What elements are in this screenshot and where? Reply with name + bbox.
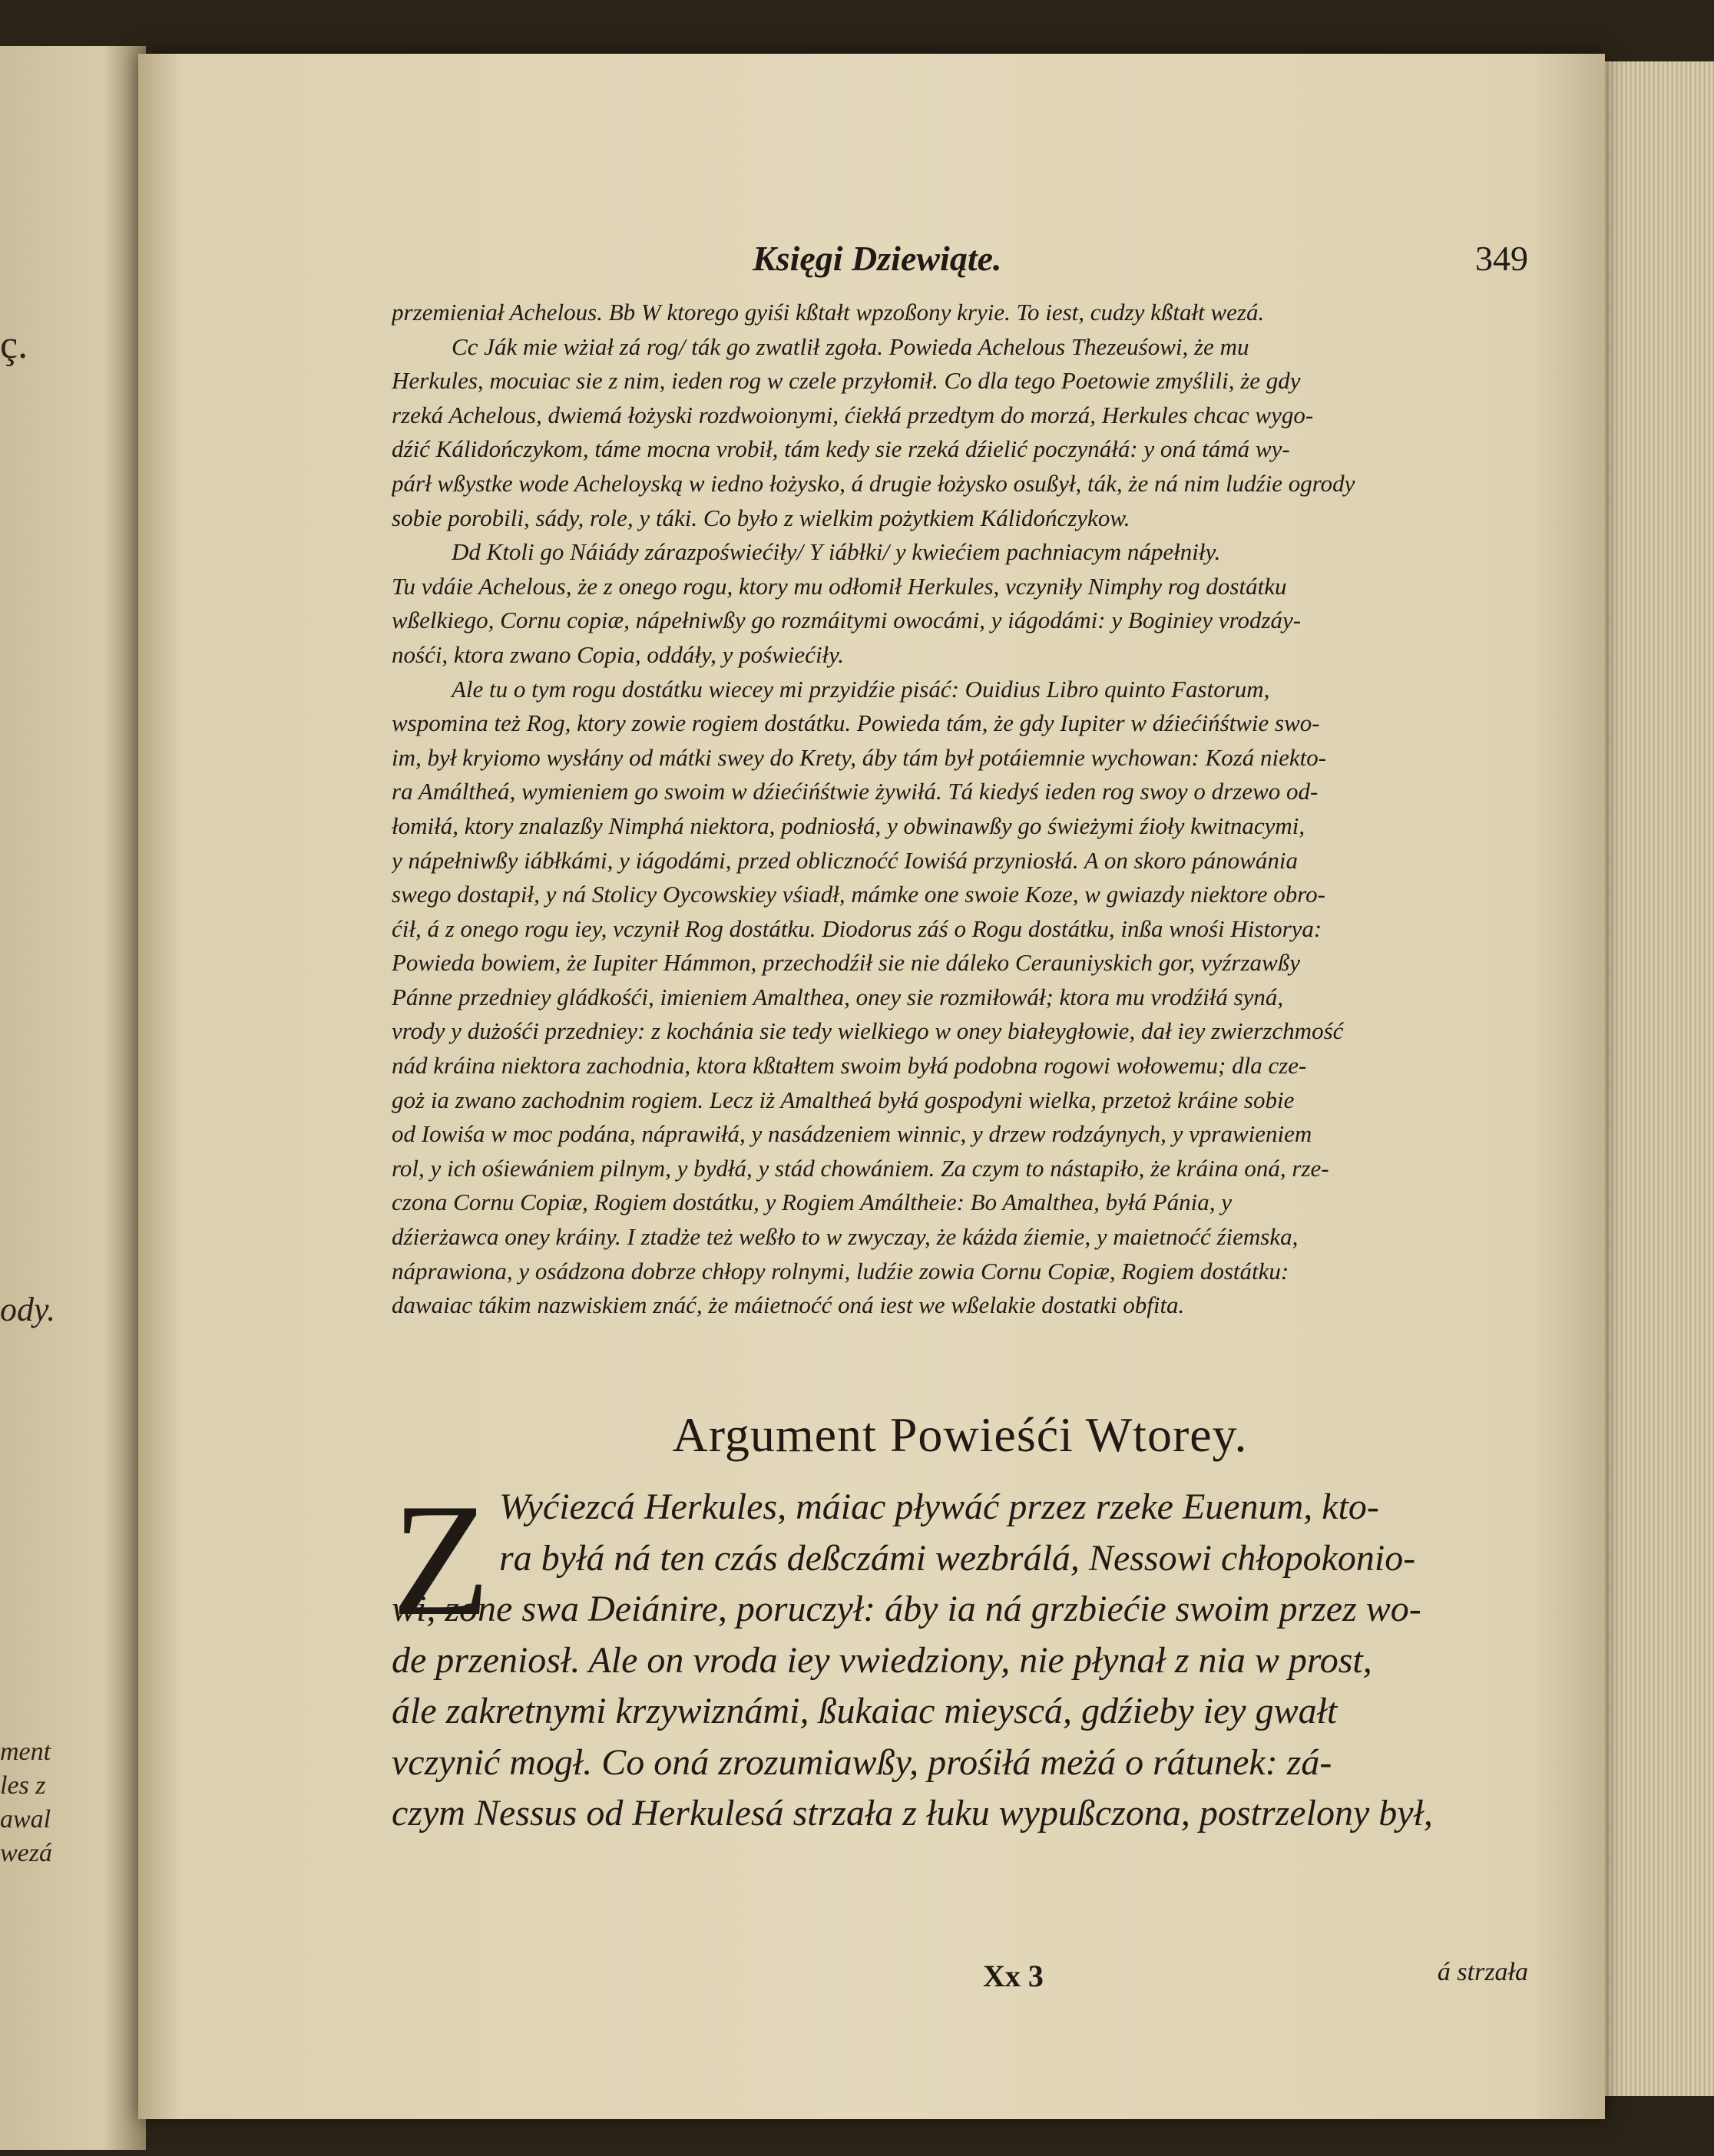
commentary-line: rzeká Achelous, dwiemá łożyski rozdwoionymi, ćiekłá przedtym do morzá, Herkules chcac wygo- [392, 401, 1314, 428]
commentary-line: nośći, ktora zwano Copia, oddáły, y poświećiły. [392, 640, 844, 668]
left-page-fragment: ody. [0, 1291, 56, 1328]
commentary-line: Herkules, mocuiac sie z nim, ieden rog w czele przyłomił. Co dla tego Poetowie zmyślili, że gdy [392, 367, 1301, 395]
argument-heading: Argument Powieśći Wtorey. [672, 1407, 1248, 1462]
commentary-line: Tu vdáie Achelous, że z onego rogu, ktory mu odłomił Herkules, vczyniły Nimphy rog dostátku [392, 572, 1287, 600]
page-header [392, 238, 1528, 292]
commentary [392, 296, 1528, 1323]
commentary-line: dźić Kálidończykom, táme mocna vrobił, tám kedy sie rzeká dźielić poczynáłá: y oná támá wy- [392, 435, 1290, 463]
left-fragment-line: les z [0, 1771, 46, 1800]
left-page-fragment: ç. [0, 323, 28, 367]
commentary-line: im, był kryiomo wysłány od mátki swey do Krety, áby tám był potáiemnie wychowan: Kozá niekto- [392, 743, 1327, 771]
argument-line: Wyćiezcá Herkules, máiac pływáć przez rzeke Euenum, kto- [499, 1486, 1379, 1527]
commentary-line: sobie porobili, sády, role, y táki. Co było z wielkim pożytkiem Kálidończykow. [392, 504, 1130, 531]
commentary-line: nád kráina niektora zachodnia, ktora kßtałtem swoim byłá podobna rogowi wołowemu; dla cze- [392, 1052, 1307, 1080]
commentary-line: dźierżawca oney kráiny. I ztadże też weßło to w zwyczay, że káżda źiemie, y maietnoćć źiemska, [392, 1223, 1299, 1251]
commentary-line: y nápełniwßy iábłkámi, y iágodámi, przed oblicznoćć Iowiśá przyniosłá. A on skoro pánowánia [392, 846, 1298, 874]
argument-line: wi, zone swa Deiánire, poruczył: áby ia ná grzbiećie swoim przez wo- [392, 1589, 1421, 1629]
commentary-line: od Iowiśa w moc podána, náprawiłá, y nasádzeniem winnic, y drzew rodzáynych, y vprawieniem [392, 1120, 1312, 1148]
commentary-line: dawaiac tákim nazwiskiem znáć, że máietnoćć oná iest we wßelakie dostatki obfita. [392, 1291, 1185, 1319]
commentary-line: náprawiona, y osádzona dobrze chłopy rolnymi, ludźie zowia Cornu Copiæ, Rogiem dostátku: [392, 1257, 1289, 1285]
left-fragment-line: ment [0, 1738, 51, 1766]
signature-mark: Xx 3 [983, 1959, 1044, 1993]
commentary-line: wspomina też Rog, ktory zowie rogiem dostátku. Powieda tám, że gdy Iupiter w dźiećińśtwie swo- [392, 709, 1320, 737]
left-fragment-line: awal [0, 1805, 51, 1834]
book-page [138, 54, 1605, 2119]
catchword: á strzała [1437, 1958, 1528, 1986]
drop-cap: Z [392, 1471, 491, 1649]
commentary-line: Ale tu o tym rogu dostátku wiecey mi przyidźie pisáć: Ouidius Libro quinto Fastorum, [452, 675, 1270, 703]
commentary-line: ćił, á z onego rogu iey, vczynił Rog dostátku. Diodorus záś o Rogu dostátku, inßa wnośi Historya: [392, 914, 1322, 942]
argument-line: ále zakretnymi krzywiznámi, ßukaiac mieyscá, gdźieby iey gwałt [392, 1691, 1338, 1731]
commentary-line: vrody y dużośći przedniey: z kochánia sie tedy wielkiego w oney białeygłowie, dał iey zwierzchmość [392, 1017, 1344, 1045]
commentary-line: łomiłá, ktory znalazßy Nimphá niektora, podniosłá, y obwinawßy go świeżymi źioły kwitnacymi, [392, 812, 1305, 839]
commentary-line: Powieda bowiem, że Iupiter Hámmon, przechodźił sie nie dáleko Cerauniyskich gor, vyźrzawßy [392, 949, 1300, 977]
text-block [392, 169, 1528, 2073]
argument-line: czym Nessus od Herkulesá strzała z łuku wypußczona, postrzelony był, [392, 1793, 1433, 1834]
page-number: 349 [1475, 239, 1528, 278]
left-page-fragments [0, 1735, 84, 1870]
argument-text [392, 1471, 1528, 1840]
commentary-line: czona Cornu Copiæ, Rogiem dostátku, y Rogiem Amáltheie: Bo Amalthea, byłá Pánia, y [392, 1189, 1233, 1216]
argument-line: ra byłá ná ten czás deßczámi wezbrálá, Nessowi chłopokonio- [499, 1537, 1416, 1579]
page-footer [392, 1958, 1528, 2004]
commentary-line: wßelkiego, Cornu copiæ, nápełniwßy go rozmáitymi owocámi, y iágodámi: y Boginiey vrodzáy- [392, 607, 1302, 634]
commentary-line: goż ia zwano zachodnim rogiem. Lecz iż Amaltheá byłá gospodyni wielka, przetoż kráine sobie [392, 1086, 1295, 1113]
commentary-line: przemieniał Achelous. Bb W ktorego gyiśi kßtałt wpzoßony kryie. To iest, cudzy kßtałt wezá. [392, 299, 1265, 326]
argument-line: de przeniosł. Ale on vroda iey vwiedziony, nie płynał z nia w prost, [392, 1639, 1372, 1681]
left-page-edge [0, 46, 146, 2150]
commentary-line: Dd Ktoli go Náiády zárazpoświećiły/ Y iábłki/ y kwiećiem pachniacym nápełniły. [452, 538, 1221, 566]
commentary-line: swego dostapił, y ná Stolicy Oycowskiey vśiadł, mámke one swoie Koze, w gwiazdy niektore obro- [392, 881, 1325, 908]
commentary-line: rol, y ich ośiewániem pilnym, y bydłá, y stád chowániem. Za czym to nástapiło, że kráina oná, rze- [392, 1154, 1329, 1182]
left-fragment-line: wezá [0, 1839, 52, 1867]
page-stack-edge [1599, 61, 1714, 2096]
commentary-line: Pánne przedniey gládkośći, imieniem Amalthea, oney sie rozmiłowáł; ktora mu vrodźiłá syná, [392, 983, 1284, 1010]
argument-line: vczynić mogł. Co oná zrozumiawßy, prośiłá meżá o rátunek: zá- [392, 1741, 1332, 1783]
commentary-line: Cc Ják mie wżiał zá rog/ ták go zwatlił zgoła. Powieda Achelous Thezeuśowi, że mu [452, 332, 1249, 360]
running-head: Księgi Dziewiąte. [753, 239, 1002, 278]
commentary-line: ra Amáltheá, wymieniem go swoim w dźiećińśtwie żywiłá. Tá kiedyś ieden rog swoy o drzewo od- [392, 778, 1319, 805]
commentary-line: párł wßystke wode Acheloyską w iedno łożysko, á drugie łożysko osußył, ták, że ná nim ludźie ogrody [392, 469, 1355, 497]
